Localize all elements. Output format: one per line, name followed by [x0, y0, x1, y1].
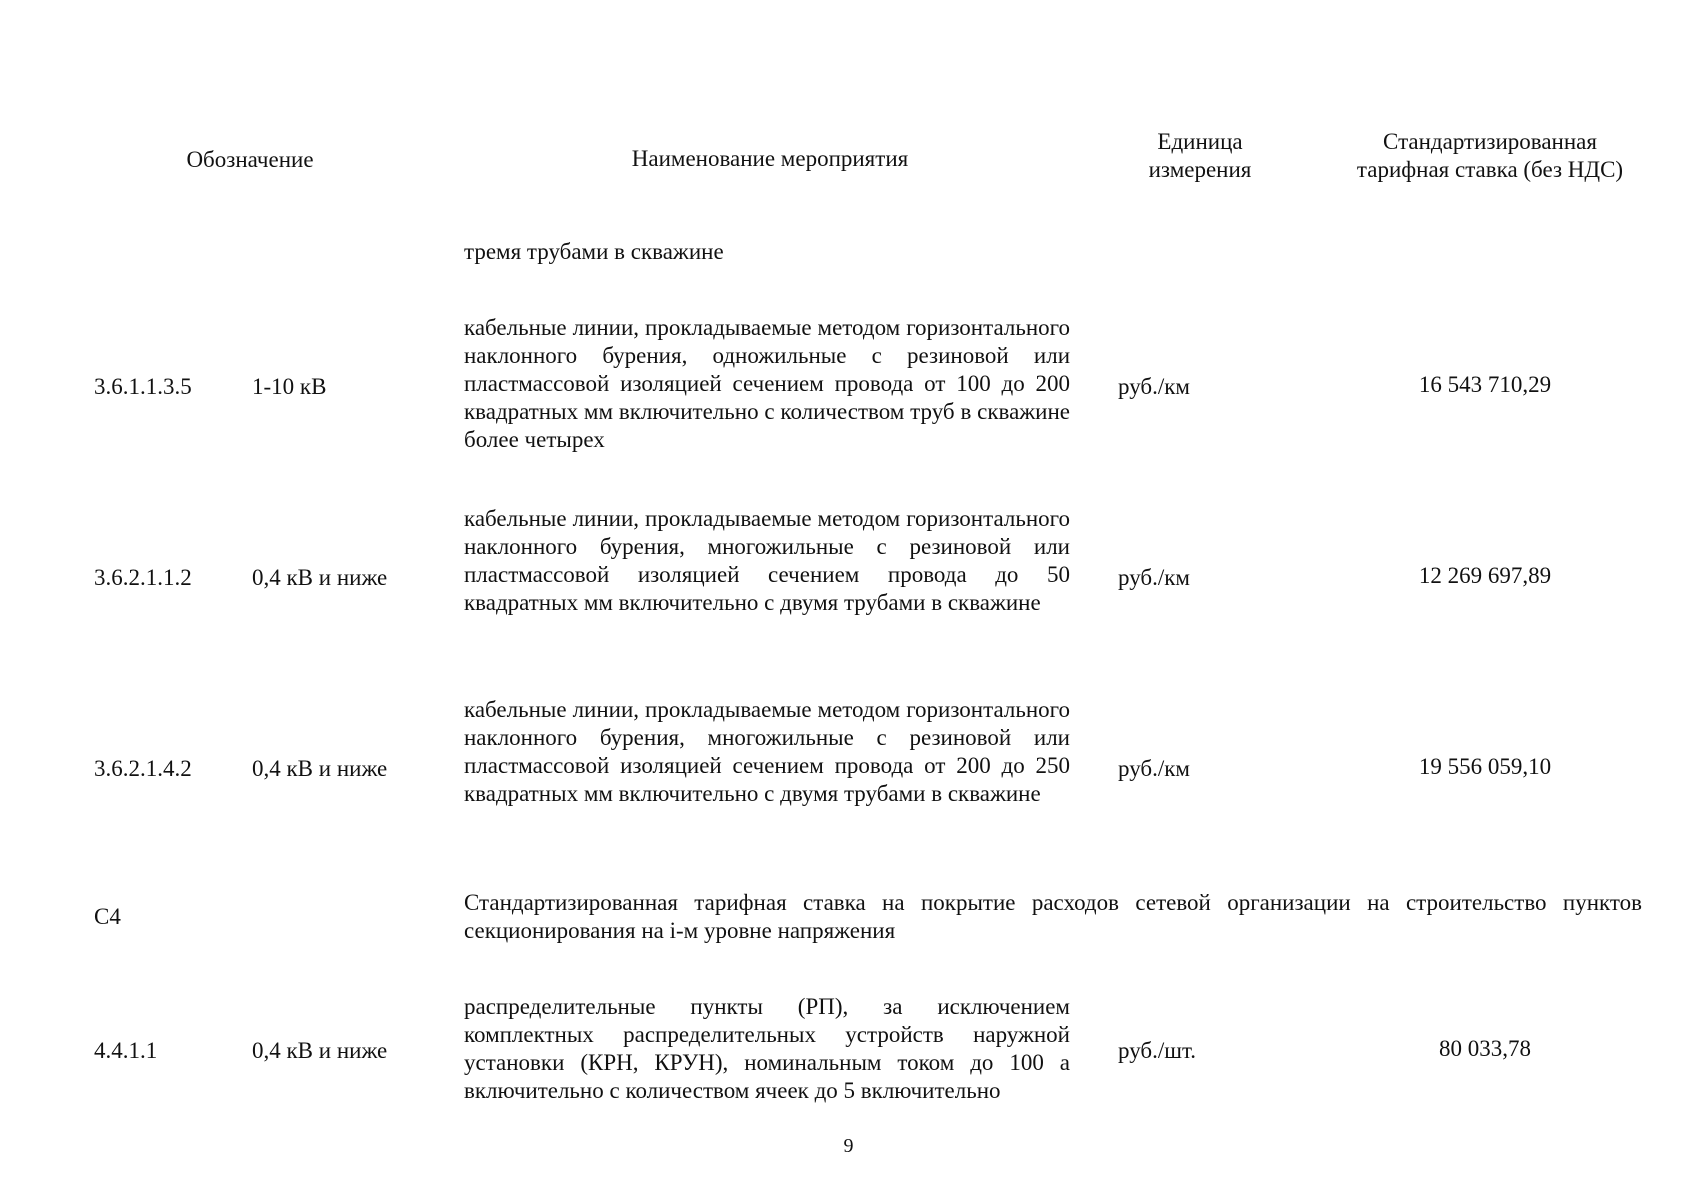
row-code: 3.6.1.1.3.5 [94, 374, 192, 399]
section-code: C4 [94, 904, 121, 929]
row-rate: 16 543 710,29 [1418, 372, 1552, 397]
header-unit: Единица измерения [1148, 129, 1252, 182]
header-rate: Стандартизированная тарифная ставка (без НДС) [1356, 129, 1624, 182]
row-name: кабельные линии, прокладываемые методом горизонтального наклонного бурения, одножильные с резиновой или пластмассовой изоляцией сечением провода от 100 до 200 квадратных мм включительно с количеством труб в скважине более четырех [464, 315, 1070, 452]
row-unit: руб./км [1118, 756, 1190, 781]
row-name: кабельные линии, прокладываемые методом горизонтального наклонного бурения, многожильные с резиновой или пластмассовой изоляцией сечением провода до 50 квадратных мм включительно с двумя трубами в скважине [464, 506, 1070, 615]
section-name: Стандартизированная тарифная ставка на покрытие расходов сетевой организации на строительство пунктов секционирования на i-м уровне напряжения [464, 890, 1642, 943]
row-rate: 12 269 697,89 [1418, 563, 1552, 588]
row-name: распределительные пункты (РП), за исключением комплектных распределительных устройств наружной установки (КРН, КРУН), номинальным током до 100 а включительно с количеством ячеек до 5 включительно [464, 994, 1070, 1103]
row-code: 3.6.2.1.1.2 [94, 565, 192, 590]
row-unit: руб./км [1118, 565, 1190, 590]
row-unit: руб./км [1118, 374, 1190, 399]
row-name: кабельные линии, прокладываемые методом горизонтального наклонного бурения, многожильные с резиновой или пластмассовой изоляцией сечением провода от 200 до 250 квадратных мм включительно с двумя трубами в скважине [464, 697, 1070, 806]
row-code: 4.4.1.1 [94, 1038, 158, 1063]
row-rate: 19 556 059,10 [1418, 754, 1552, 779]
row-rate: 80 033,78 [1439, 1036, 1531, 1061]
row-code: 3.6.2.1.4.2 [94, 756, 192, 781]
row-voltage: 0,4 кВ и ниже [252, 1038, 388, 1063]
row-voltage: 0,4 кВ и ниже [252, 756, 388, 781]
row-voltage: 0,4 кВ и ниже [252, 565, 388, 590]
header-name: Наименование мероприятия [631, 146, 909, 171]
row-voltage: 1-10 кВ [252, 374, 327, 399]
continued-text: тремя трубами в скважине [464, 239, 724, 264]
page-number: 9 [843, 1135, 854, 1157]
header-code: Обозначение [186, 147, 314, 172]
row-unit: руб./шт. [1118, 1038, 1197, 1063]
